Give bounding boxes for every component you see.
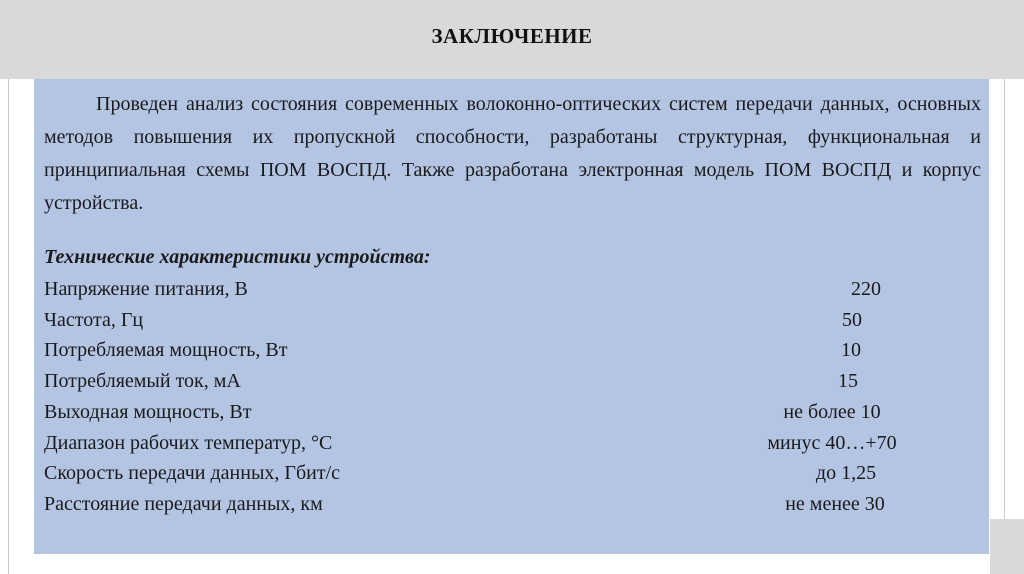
right-divider [1004, 79, 1005, 519]
spec-row-temperature-range [44, 428, 981, 458]
spec-value: 15 [838, 370, 858, 392]
spec-label: Потребляемый ток, мА [44, 370, 241, 392]
spec-row-output-power [44, 397, 981, 427]
spec-row-current [44, 366, 981, 396]
spec-row-data-rate [44, 458, 981, 488]
spec-label: Диапазон рабочих температур, °С [44, 432, 333, 454]
left-divider [8, 79, 9, 574]
conclusion-paragraph: Проведен анализ состояния современных волоконно-оптических систем передачи данных, основных методов повышения их пропускной способности, разработаны структурная, функциональная и принципиальная схемы ПОМ ВОСПД. Также разработана электронная модель ПОМ ВОСПД и корпус устройства. [44, 93, 981, 214]
spec-value: минус 40…+70 [767, 432, 897, 454]
spec-label: Напряжение питания, В [44, 278, 248, 300]
title-bar [0, 0, 1024, 79]
spec-label: Скорость передачи данных, Гбит/с [44, 462, 340, 484]
spec-row-voltage [44, 274, 981, 304]
spec-row-distance [44, 489, 981, 519]
spec-label: Выходная мощность, Вт [44, 401, 252, 423]
corner-decoration [990, 519, 1024, 574]
spec-row-frequency [44, 305, 981, 335]
spec-row-power-consumption [44, 335, 981, 365]
spec-label: Потребляемая мощность, Вт [44, 339, 288, 361]
specs-heading: Технические характеристики устройства: [44, 246, 431, 268]
spec-value: не менее 30 [785, 493, 885, 515]
spec-value: не более 10 [783, 401, 881, 423]
spec-label: Частота, Гц [44, 309, 144, 331]
content-panel [34, 79, 989, 554]
slide-title: ЗАКЛЮЧЕНИЕ [431, 24, 593, 48]
spec-value: 220 [851, 278, 881, 300]
spec-label: Расстояние передачи данных, км [44, 493, 323, 515]
spec-value: 10 [841, 339, 861, 361]
spec-value: 50 [842, 309, 862, 331]
spec-value: до 1,25 [815, 462, 877, 484]
